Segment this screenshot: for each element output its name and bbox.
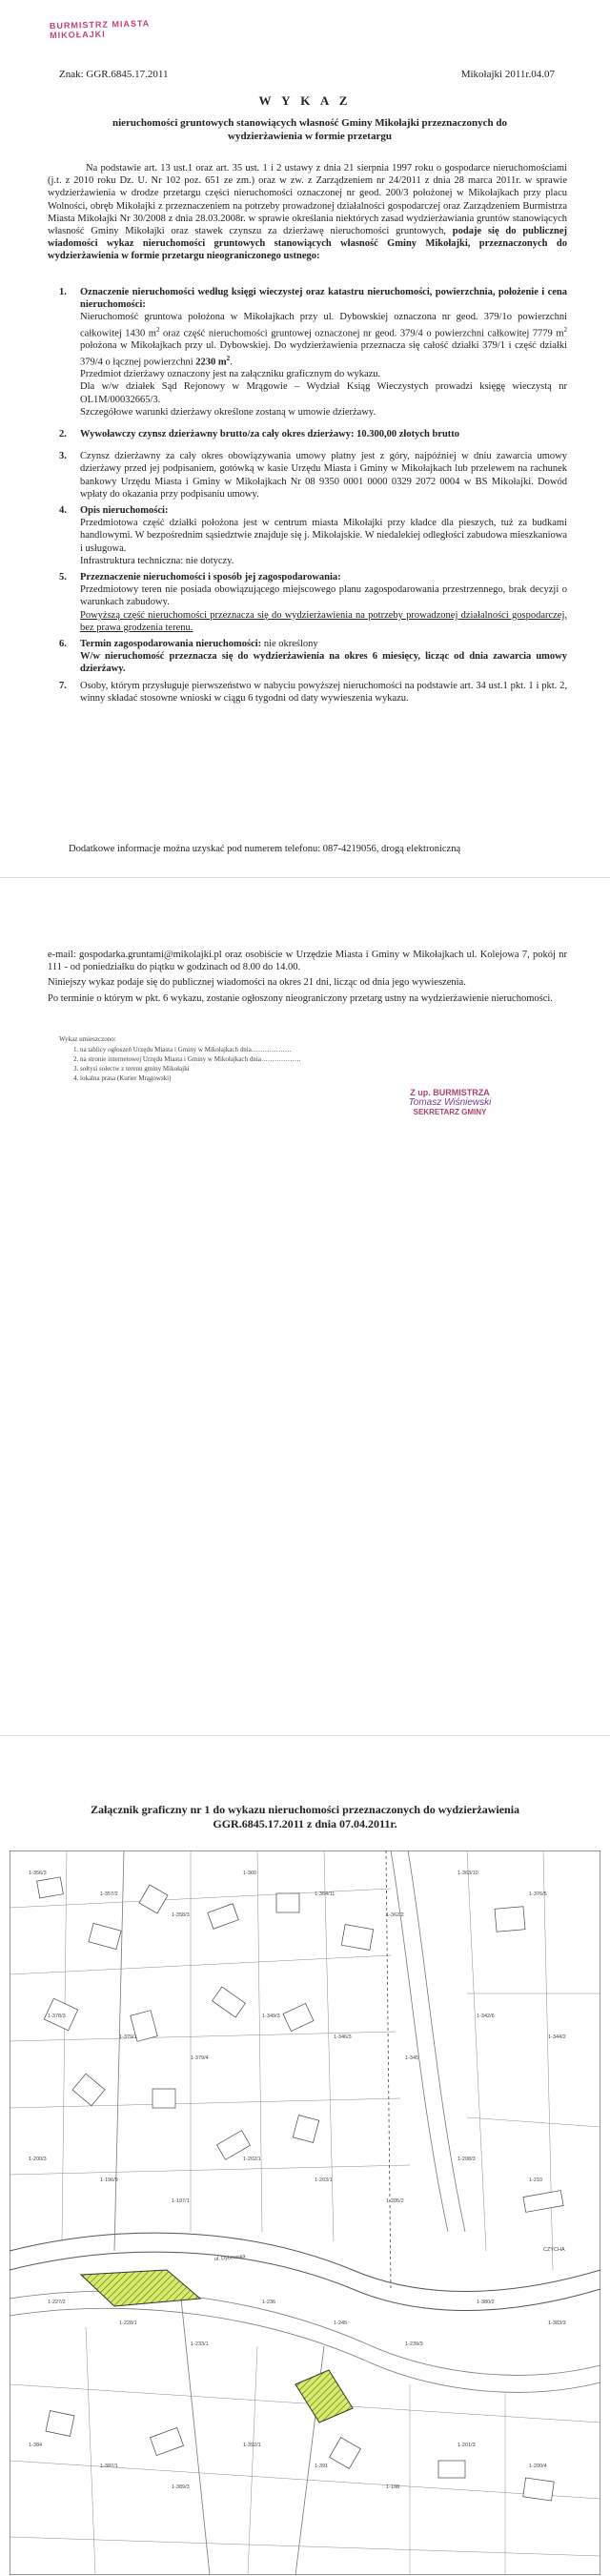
parcel-number-label: 1-200/3: [29, 2157, 47, 2162]
parcel-number-label: 1-245: [334, 2320, 348, 2326]
parcel-number-label: 1-228/1: [119, 2320, 137, 2326]
item-text: nie określony: [261, 639, 318, 650]
parcel-number-label: 1-364/11: [315, 1891, 336, 1897]
stamp-text: BURMISTRZ MIASTA MIKOŁAJKI: [49, 18, 150, 41]
posting-list-heading: Wykaz umieszczono:: [59, 1035, 116, 1043]
parcel-number-label: 1-391: [315, 2464, 329, 2469]
parcel-number-label: 1-203/1: [315, 2177, 333, 2183]
parcel-number-label: 1-227/2: [48, 2300, 66, 2305]
superscript: 2: [155, 325, 160, 334]
item-number: 5.: [59, 572, 67, 583]
item-text: Dla w/w działek Sąd Rejonowy w Mrągowie – Wydział Ksiąg Wieczystych prowadzi księgę wieczystą nr OL1M/00032665/3.: [80, 381, 567, 405]
superscript: 2: [226, 354, 231, 362]
parcel-number-label: 1-342/6: [477, 2014, 495, 2019]
parcel-number-label: 1-208/3: [458, 2157, 476, 2162]
item-text: Przedmiotowy teren nie posiada obowiązującego miejscowego planu zagospodarowania przestrzennego, brak decyzji o warunkach zabudowy.: [80, 584, 567, 608]
list-item: [59, 450, 567, 501]
parcel-number-label: 1-357/2: [100, 1891, 118, 1897]
parcel-number-label: 1-380/2: [477, 2300, 495, 2305]
item-number: 4.: [59, 505, 67, 517]
item-text: oraz część nieruchomości gruntowej oznaczonej nr geod. 379/4 o powierzchni całkowitej 7779 m: [159, 328, 564, 339]
document-date: Mikołajki 2011r.04.07: [460, 69, 555, 80]
item-text: Szczegółowe warunki dzierżawy określone zostaną w umowie dzierżawy.: [80, 406, 376, 418]
parcel-number-label: 1-392/1: [243, 2443, 261, 2448]
document-page-3: [0, 1735, 610, 2576]
item-text-underlined: Powyższą część nieruchomości przeznacza się do wydzierżawienia na potrzeby prowadzonej działalności gospodarczej, bez prawa grodzenia terenu.: [80, 609, 567, 633]
list-item: [59, 286, 567, 419]
publication-paragraph: Niniejszy wykaz podaje się do publicznej wiadomości na okres 21 dni, licząc od dnia jego wywieszenia.: [48, 977, 466, 989]
parcel-number-label: 1-198: [386, 2484, 400, 2490]
parcel-number-label: 1-389/3: [172, 2484, 190, 2490]
parcel-number-label: 1-379/1: [119, 2034, 137, 2040]
parcel-number-label: 1-378/3: [48, 2014, 66, 2019]
superscript: 2: [563, 325, 567, 334]
parcel-number-label: 1-349/3: [262, 2014, 280, 2019]
parcel-number-label: 1-197/1: [172, 2198, 190, 2204]
item-number: 6.: [59, 639, 67, 650]
item-text: Osoby, którym przysługuje pierwszeństwo w nabyciu powyższej nieruchomości na podstawie art. 34 ust.1 pkt. 1 i pkt. 2, winny składać stosowne wnioski w ciągu 6 tygodni od daty wywieszenia wykazu.: [80, 680, 567, 704]
posting-item: 2. na stronie internetowej Urzędu Miasta i Gminy w Mikołajkach dnia………………: [80, 1054, 345, 1064]
item-text: położona w Mikołajkach przy ul. Dybowskiej.: [80, 340, 271, 352]
conditions-list: [59, 286, 567, 708]
parcel-number-label: 1-376/5: [529, 1891, 547, 1897]
parcel-number-label: 1-384: [29, 2443, 43, 2448]
parcel-number-label: 1-387/1: [100, 2464, 118, 2469]
item-text: Nieruchomość gruntowa położona w Mikołajkach przy ul. Dybowskiej oznaczona nr geod. 379/1o powierzchni całkowitej 1430 m: [80, 312, 567, 339]
item-text: Infrastruktura techniczna: nie dotyczy.: [80, 555, 234, 566]
posting-item: 1. na tablicy ogłoszeń Urzędu Miasta i Gminy w Mikołajkach dnia………………: [80, 1045, 345, 1054]
item-number: 1.: [59, 287, 67, 297]
map-title: Załącznik graficzny nr 1 do wykazu nieruchomości przeznaczonych do wydzierżawienia GGR.6845.17.2011 z dnia 07.04.2011r.: [90, 1803, 520, 1830]
tender-paragraph: Po terminie o którym w pkt. 6 wykazu, zostanie ogłoszony nieograniczony przetarg ustny na wydzierżawienie nieruchomości.: [48, 992, 553, 1004]
posting-list: [59, 1035, 345, 1083]
item-text: Czynsz dzierżawny za cały okres obowiązywania umowy płatny jest z góry, najpóźniej w dniu zawarcia umowy dzierżawy przed jej podpisaniem, gotówką w kasie Urzędu Miasta i Gminy w Mikołajkach lub przelewem na rachunek bankowy Urzędu Miasta i Gminy w Mikołajkach Nr 08 9350 0001 0000 0329 2072 0004 w BS Mikołajki. Dowód wpłaty do okazania przy podpisaniu umowy.: [80, 451, 567, 500]
document-title: W Y K A Z: [258, 93, 352, 108]
parcel-number-label: 1-196/9: [100, 2177, 118, 2183]
item-text: Przedmiotowa część działki położona jest w centrum miasta Mikołajki przy kładce dla pieszych, tuż za budkami handlowymi. W bezpośrednim sąsiedztwie znajduje się j. Mikołajskie. W niedalekiej odległości zabudowa mieszkaniowa i usługowa.: [80, 518, 567, 554]
item-text: Przedmiot dzierżawy oznaczony jest na załączniku graficznym do wykazu.: [80, 369, 381, 380]
parcel-number-label: 1-236: [262, 2300, 276, 2305]
contact-paragraph: e-mail: gospodarka.gruntami@mikolajki.pl oraz osobiście w Urzędzie Miasta i Gminy w Mikołajkach ul. Kolejowa 7, pokój nr 111 - od poniedziałku do piątku w godzinach od 8.00 do 14.00.: [48, 950, 567, 973]
item-text: .: [230, 357, 233, 368]
parcel-number-label: 1-360: [243, 1871, 257, 1876]
stamp-line: Z up. BURMISTRZA: [410, 1088, 490, 1097]
parcel-number-label: 1-239/3: [405, 2341, 423, 2347]
item-number: 3.: [59, 451, 67, 462]
contact-footer: Dodatkowe informacje można uzyskać pod numerem telefonu: 087-4219056, drogą elektroniczną: [69, 844, 461, 854]
document-page-2: [0, 877, 610, 1735]
area-value: 2230 m: [195, 357, 227, 368]
list-item: [59, 571, 567, 634]
parcel-number-label: 1-379/4: [191, 2055, 209, 2061]
list-item: [59, 428, 567, 440]
parcel-number-label: 1-344/2: [548, 2034, 566, 2040]
signature-stamp: [393, 1088, 507, 1147]
parcel-number-label: 1-233/1: [191, 2341, 209, 2347]
parcel-number-label: 1-346/3: [334, 2034, 352, 2040]
list-item: [59, 638, 567, 676]
parcel-number-label: 1-362/2: [386, 1912, 404, 1918]
parcel-number-label: 1-383/3: [548, 2320, 566, 2326]
item-heading: Oznaczenie nieruchomości według księgi wieczystej oraz katastru nieruchomości, powierzchnia, położenie i cena nieruchomości:: [80, 287, 567, 311]
cadastral-map: [10, 1850, 600, 2575]
item-heading: Termin zagospodarowania nieruchomości:: [80, 639, 262, 650]
map-svg: [10, 1850, 600, 2575]
parcel-number-label: 1-363/10: [458, 1871, 478, 1876]
intro-bold-text: podaje się do publicznej wiadomości wykaz nieruchomości gruntowych stanowiących własność Gminy Mikołajki, przeznaczonych do wydzierżawienia w formie przetargu nieograniczonego ustnego:: [48, 226, 567, 262]
page2-text: [48, 949, 567, 1008]
item-number: 2.: [59, 429, 67, 440]
parcel-number-label: 1-210: [529, 2177, 543, 2183]
street-label: ul. Dybowska: [214, 2254, 246, 2262]
intro-text: Na podstawie art. 13 ust.1 oraz art. 35 ust. 1 i 2 ustawy z dnia 21 sierpnia 1997 roku o gospodarce nieruchomościami (j.t. z 2010 roku Dz. U. Nr 102 poz. 651 ze zm.) oraz w zw. z Zarządzeniem nr 24/2011 z dnia 28 marca 2011r. w sprawie wydzierżawienia w drodze przetargu części nieruchomości oznaczonej nr geod. 200/3 położonej w Mikołajkach przy placu Wolności, obręb Mikołajki z przeznaczeniem na potrzeby prowadzonej działalności gospodarczej oraz Zarządzeniem Burmistrza Miasta Mikołajki Nr 30/2008 z dnia 28.03.2008r. w sprawie określania niektórych zasad wydzierżawiania gruntów stanowiących własność Gminy Mikołajki oraz stawek czynszu za dzierżawę nieruchomości gruntowych,: [48, 163, 567, 237]
handwritten-signature: Tomasz Wiśniewski: [408, 1097, 492, 1108]
posting-item: 4. lokalna prasa (Kurier Mrągowski): [80, 1073, 345, 1083]
street-label: CZYCHA: [543, 2247, 565, 2253]
item-heading: Opis nieruchomości:: [80, 505, 169, 517]
list-item: [59, 680, 567, 705]
lease-period: W/w nieruchomość przeznacza się do wydzierżawienia na okres 6 miesięcy, licząc od dnia zawarcia umowy dzierżawy.: [80, 651, 567, 675]
item-number: 7.: [59, 680, 67, 691]
parcel-number-label: 1-358/3: [172, 1912, 190, 1918]
document-subtitle: nieruchomości gruntowych stanowiących własność Gminy Mikołajki przeznaczonych do wydzierżawienia w formie przetargu: [112, 117, 508, 142]
parcel-number-label: 1-200/4: [529, 2464, 547, 2469]
rent-price: Wywoławczy czynsz dzierżawny brutto/za cały okres dzierżawy: 10.300,00 złotych brutto: [80, 429, 460, 440]
document-page-1: [0, 0, 610, 877]
list-item: [59, 504, 567, 567]
office-stamp: [50, 17, 207, 40]
parcel-number-label: 1-201/3: [458, 2443, 476, 2448]
parcel-number-label: 1-202/1: [243, 2157, 261, 2162]
posting-item: 3. sołtysi sołectw z terenu gminy Mikołajki: [80, 1064, 345, 1073]
parcel-number-label: 1-356/3: [29, 1871, 47, 1876]
parcel-number-label: 1-345: [405, 2055, 419, 2061]
parcel-number-label: 1-205/2: [386, 2198, 404, 2204]
item-heading: Przeznaczenie nieruchomości i sposób jej zagospodarowania:: [80, 572, 341, 583]
item-text: Do wydzierżawienia przeznacza się całość działki 379/1 i część działki 379/4 o łącznej powierzchni: [80, 340, 568, 368]
stamp-line: SEKRETARZ GMINY: [413, 1108, 487, 1116]
document-reference-number: Znak: GGR.6845.17.2011: [59, 69, 169, 80]
intro-paragraph: [48, 162, 567, 263]
